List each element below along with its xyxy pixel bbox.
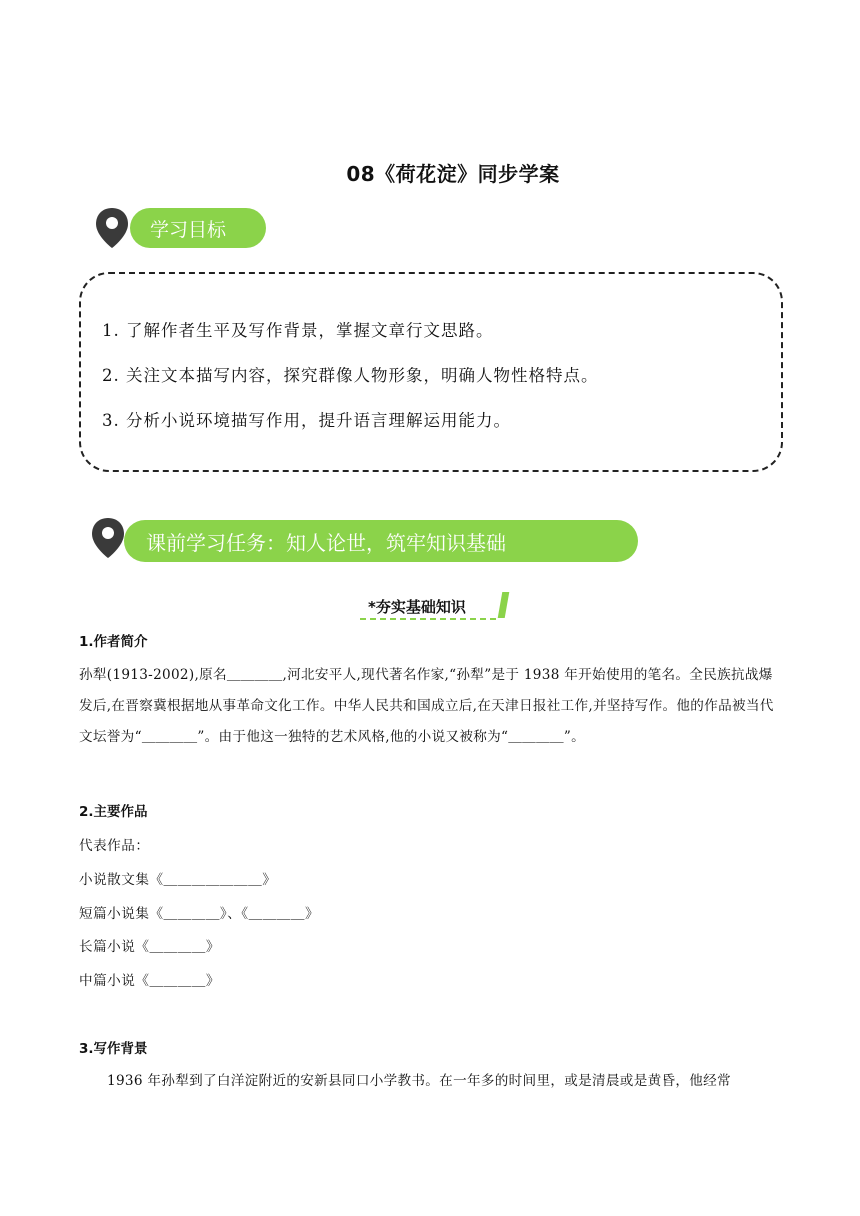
goal-item: 2. 关注文本描写内容，探究群像人物形象，明确人物性格特点。 [102, 366, 599, 385]
author-text: 孙犁(1913-2002),原名＿＿＿＿,河北安平人,现代著名作家,“孙犁”是于 1938 年开始使用的笔名。全民族抗战爆发后,在晋察冀根据地从事革命文化工作。中华人民共和国成立后,在天津日报社工作,并坚持写作。他的作品被当代文坛誉为“＿＿＿＿”。由于他这一独特的艺术风格,他的小说又被称为“＿＿＿＿”。 [79, 667, 774, 745]
subheading-underline [360, 618, 496, 620]
author-heading: 1.作者简介 [79, 634, 148, 650]
background-text: 1936 年孙犁到了白洋淀附近的安新县同口小学教书。在一年多的时间里，或是清晨或是黄昏，他经常 [107, 1073, 731, 1089]
subheading-accent-bar [498, 592, 510, 618]
section-label-pre-class: 课前学习任务：知人论世，筑牢知识基础 [124, 520, 638, 562]
background-heading: 3.写作背景 [79, 1041, 148, 1057]
location-pin-icon [94, 206, 130, 250]
works-intro: 代表作品： [79, 838, 150, 854]
works-item: 长篇小说《＿＿＿＿》 [79, 939, 220, 955]
works-item: 短篇小说集《＿＿＿＿》、《＿＿＿＿》 [79, 906, 320, 922]
location-pin-icon [90, 516, 126, 560]
subheading: *夯实基础知识 [368, 598, 466, 616]
page-title: 08《荷花淀》同步学案 [346, 162, 560, 186]
works-heading: 2.主要作品 [79, 804, 148, 820]
goal-item: 1. 了解作者生平及写作背景，掌握文章行文思路。 [102, 321, 494, 340]
goal-item: 3. 分析小说环境描写作用，提升语言理解运用能力。 [102, 411, 511, 430]
works-item: 小说散文集《＿＿＿＿＿＿＿》 [79, 872, 277, 888]
section-label-goals: 学习目标 [130, 208, 266, 248]
works-item: 中篇小说《＿＿＿＿》 [79, 973, 220, 989]
